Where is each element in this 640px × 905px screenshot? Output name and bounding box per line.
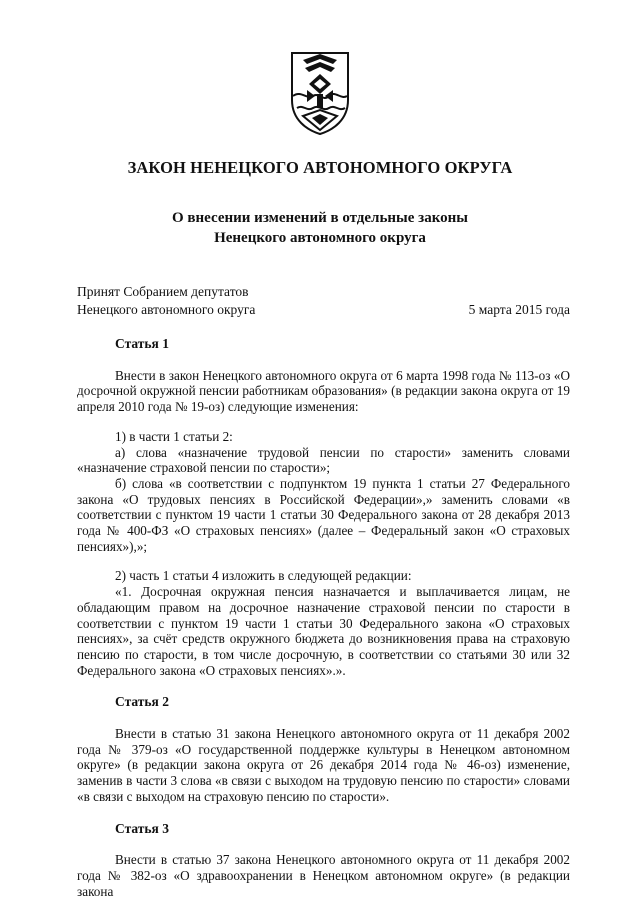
article-1-item-1a: а) слова «назначение трудовой пенсии по старости» заменить словами «назначение страховой пенсии по старости»; xyxy=(77,444,570,476)
article-1-item-2-text: «1. Досрочная окружная пенсия назначается и выплачивается лицам, не обладающим правом на досрочное назначение страховой пенсии по старости в соответствии с пунктом 19 части 1 статьи 30 Федерального закона «О страховых пенсиях», за счёт средств окружного бюджета до возникновения права на страховую пенсию по старости, в том числе досрочную, в соответствии со статьями 30 или 32 Федерального закона «О страховых пенсиях».». xyxy=(77,584,570,678)
subtitle-line-2: Ненецкого автономного округа xyxy=(214,230,426,246)
adopted-by xyxy=(77,283,255,319)
article-1-item-1: 1) в части 1 статьи 2: xyxy=(115,428,233,444)
adopted-date: 5 марта 2015 года xyxy=(468,302,570,317)
law-body xyxy=(77,336,570,899)
article-1-item-2: 2) часть 1 статьи 4 изложить в следующей редакции: xyxy=(115,568,412,584)
coat-of-arms-emblem xyxy=(289,50,351,136)
law-title: ЗАКОН НЕНЕЦКОГО АВТОНОМНОГО ОКРУГА xyxy=(127,158,513,177)
article-2-heading: Статья 2 xyxy=(115,694,169,710)
article-1-item-1b: б) слова «в соответствии с подпунктом 19 пункта 1 статьи 27 Федерального закона «О трудовых пенсиях в Российской Федерации»,» заменить словами «в соответствии с пунктом 19 части 1 статьи 30 Федерального закона от 28 декабря 2013 года № 400-ФЗ «О страховых пенсиях» (далее – Федеральный закон «О страховых пенсиях»),»; xyxy=(77,475,570,554)
article-1-intro: Внести в закон Ненецкого автономного округа от 6 марта 1998 года № 113-оз «О досрочной окружной пенсии работникам образования» (в редакции закона округа от 19 апреля 2010 года № 19-оз) следующие изменения: xyxy=(77,367,570,415)
adopted-line-1: Принят Собранием депутатов xyxy=(77,284,249,299)
adopted-line-2: Ненецкого автономного округа xyxy=(77,302,256,317)
article-1-heading: Статья 1 xyxy=(115,336,169,351)
emblem-icon xyxy=(289,50,351,136)
article-3-text: Внести в статью 37 закона Ненецкого автономного округа от 11 декабря 2002 года № 382-оз «О здравоохранении в Ненецком автономном округе» (в редакции закона xyxy=(77,852,570,899)
subtitle-line-1: О внесении изменений в отдельные законы xyxy=(172,210,468,226)
law-subtitle xyxy=(0,208,640,248)
article-2-text: Внести в статью 31 закона Ненецкого автономного округа от 11 декабря 2002 года № 379-оз «О государственной поддержке культуры в Ненецком автономном округе» (в редакции закона округа от 26 декабря 2014 года № 46-оз) изменение, заменив в части 3 слова «в связи с выходом на трудовую пенсию по старости» словами «в связи с выходом на страховую пенсию по старости». xyxy=(77,726,570,804)
article-3-heading: Статья 3 xyxy=(115,820,169,836)
